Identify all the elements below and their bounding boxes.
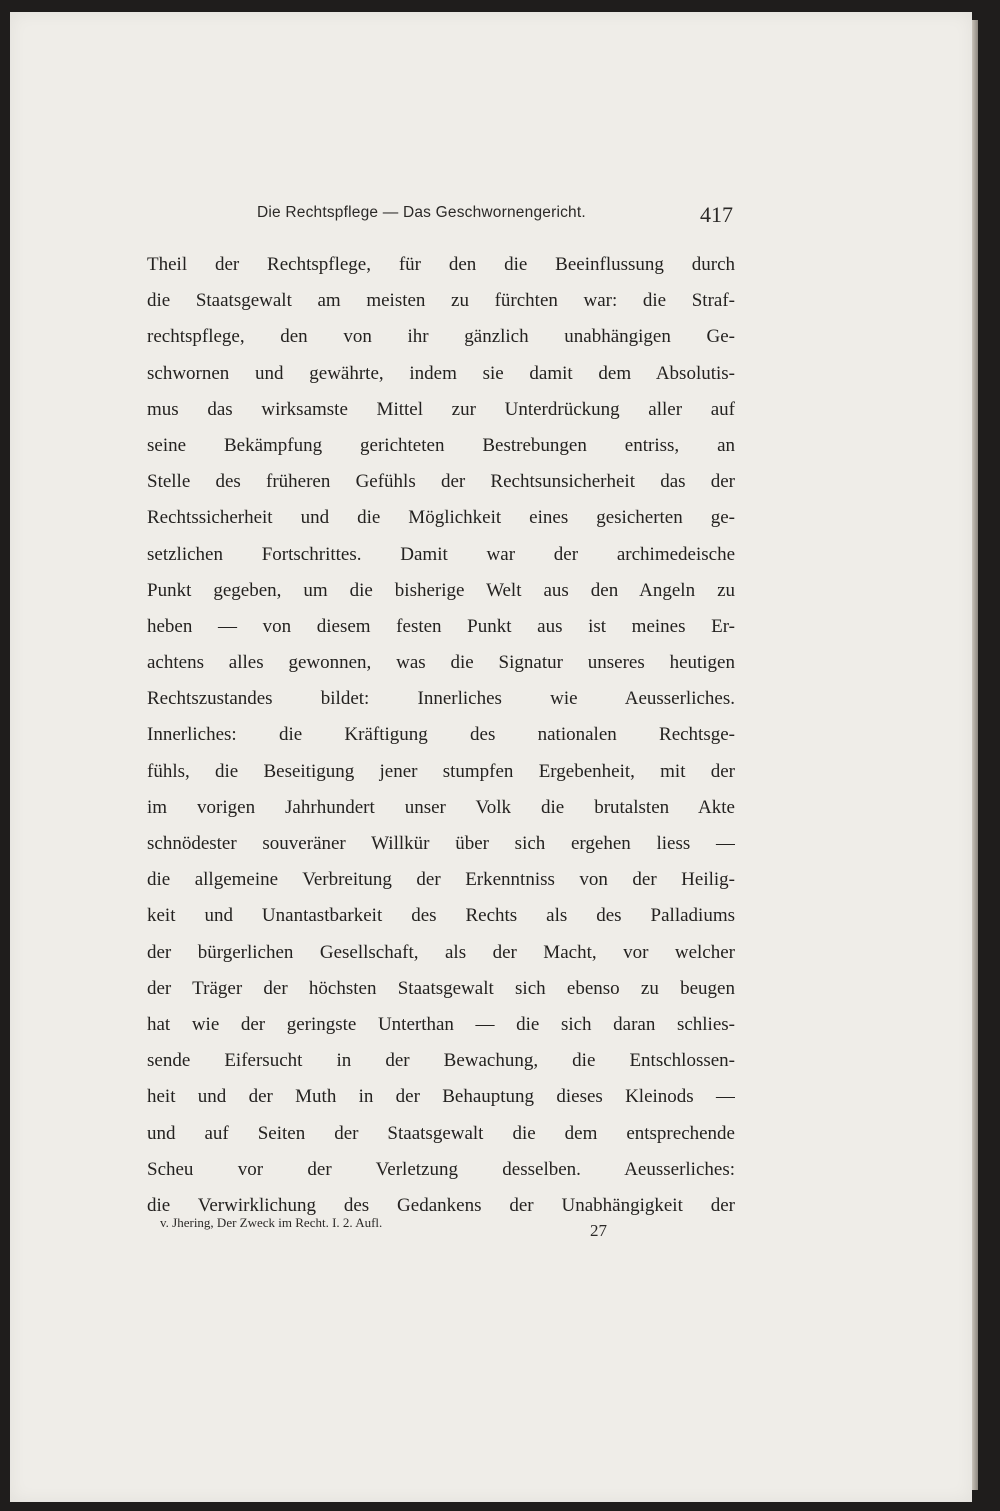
running-head — [257, 196, 733, 236]
text-line: fühls, die Beseitigung jener stumpfen Ergebenheit, mit der — [147, 760, 735, 782]
text-line: der bürgerlichen Gesellschaft, als der Macht, vor welcher — [147, 941, 735, 963]
text-line: rechtspflege, den von ihr gänzlich unabhängigen Ge- — [147, 326, 735, 348]
text-line: Innerliches: die Kräftigung des nationalen Rechtsge- — [147, 724, 735, 746]
text-line: Scheu vor der Verletzung desselben. Aeusserliches: — [147, 1158, 735, 1180]
text-line: Rechtszustandes bildet: Innerliches wie Aeusserliches. — [147, 688, 735, 710]
body-text — [147, 247, 735, 1224]
text-line: die allgemeine Verbreitung der Erkenntniss von der Heilig- — [147, 869, 735, 891]
text-line: hat wie der geringste Unterthan — die sich daran schlies- — [147, 1013, 735, 1035]
text-line: Theil der Rechtspflege, für den die Beeinflussung durch — [147, 254, 735, 275]
text-line: mus das wirksamste Mittel zur Unterdrückung aller auf — [147, 398, 735, 420]
text-line: Rechtssicherheit und die Möglichkeit eines gesicherten ge- — [147, 507, 735, 529]
text-line: schwornen und gewährte, indem sie damit dem Absolutis- — [147, 362, 735, 384]
text-line: Stelle des früheren Gefühls der Rechtsunsicherheit das der — [147, 471, 735, 493]
text-line: heit und der Muth in der Behauptung dieses Kleinods — — [147, 1086, 735, 1108]
text-line: seine Bekämpfung gerichteten Bestrebungen entriss, an — [147, 434, 735, 456]
page-number: 417 — [700, 202, 733, 227]
page-edge — [972, 20, 978, 1490]
footer-citation: v. Jhering, Der Zweck im Recht. I. 2. Aufl. — [160, 1215, 383, 1230]
text-line: Punkt gegeben, um die bisherige Welt aus den Angeln zu — [147, 579, 735, 601]
page-footer — [160, 1215, 630, 1240]
running-head-title: Die Rechtspflege — Das Geschwornengericht. — [257, 204, 586, 221]
text-line: achtens alles gewonnen, was die Signatur unseres heutigen — [147, 652, 735, 674]
text-line: die Verwirklichung des Gedankens der Unabhängigkeit der — [147, 1194, 735, 1216]
text-line: sende Eifersucht in der Bewachung, die Entschlossen- — [147, 1050, 735, 1072]
text-line: im vorigen Jahrhundert unser Volk die brutalsten Akte — [147, 796, 735, 818]
signature-mark: 27 — [590, 1221, 607, 1240]
text-line: setzlichen Fortschrittes. Damit war der archimedeische — [147, 543, 735, 565]
text-line: und auf Seiten der Staatsgewalt die dem entsprechende — [147, 1122, 735, 1144]
text-line: der Träger der höchsten Staatsgewalt sich ebenso zu beugen — [147, 977, 735, 999]
text-line: heben — von diesem festen Punkt aus ist meines Er- — [147, 615, 735, 637]
text-line: keit und Unantastbarkeit des Rechts als des Palladiums — [147, 905, 735, 927]
text-line: schnödester souveräner Willkür über sich ergehen liess — — [147, 833, 735, 854]
text-line: die Staatsgewalt am meisten zu fürchten war: die Straf- — [147, 290, 735, 312]
